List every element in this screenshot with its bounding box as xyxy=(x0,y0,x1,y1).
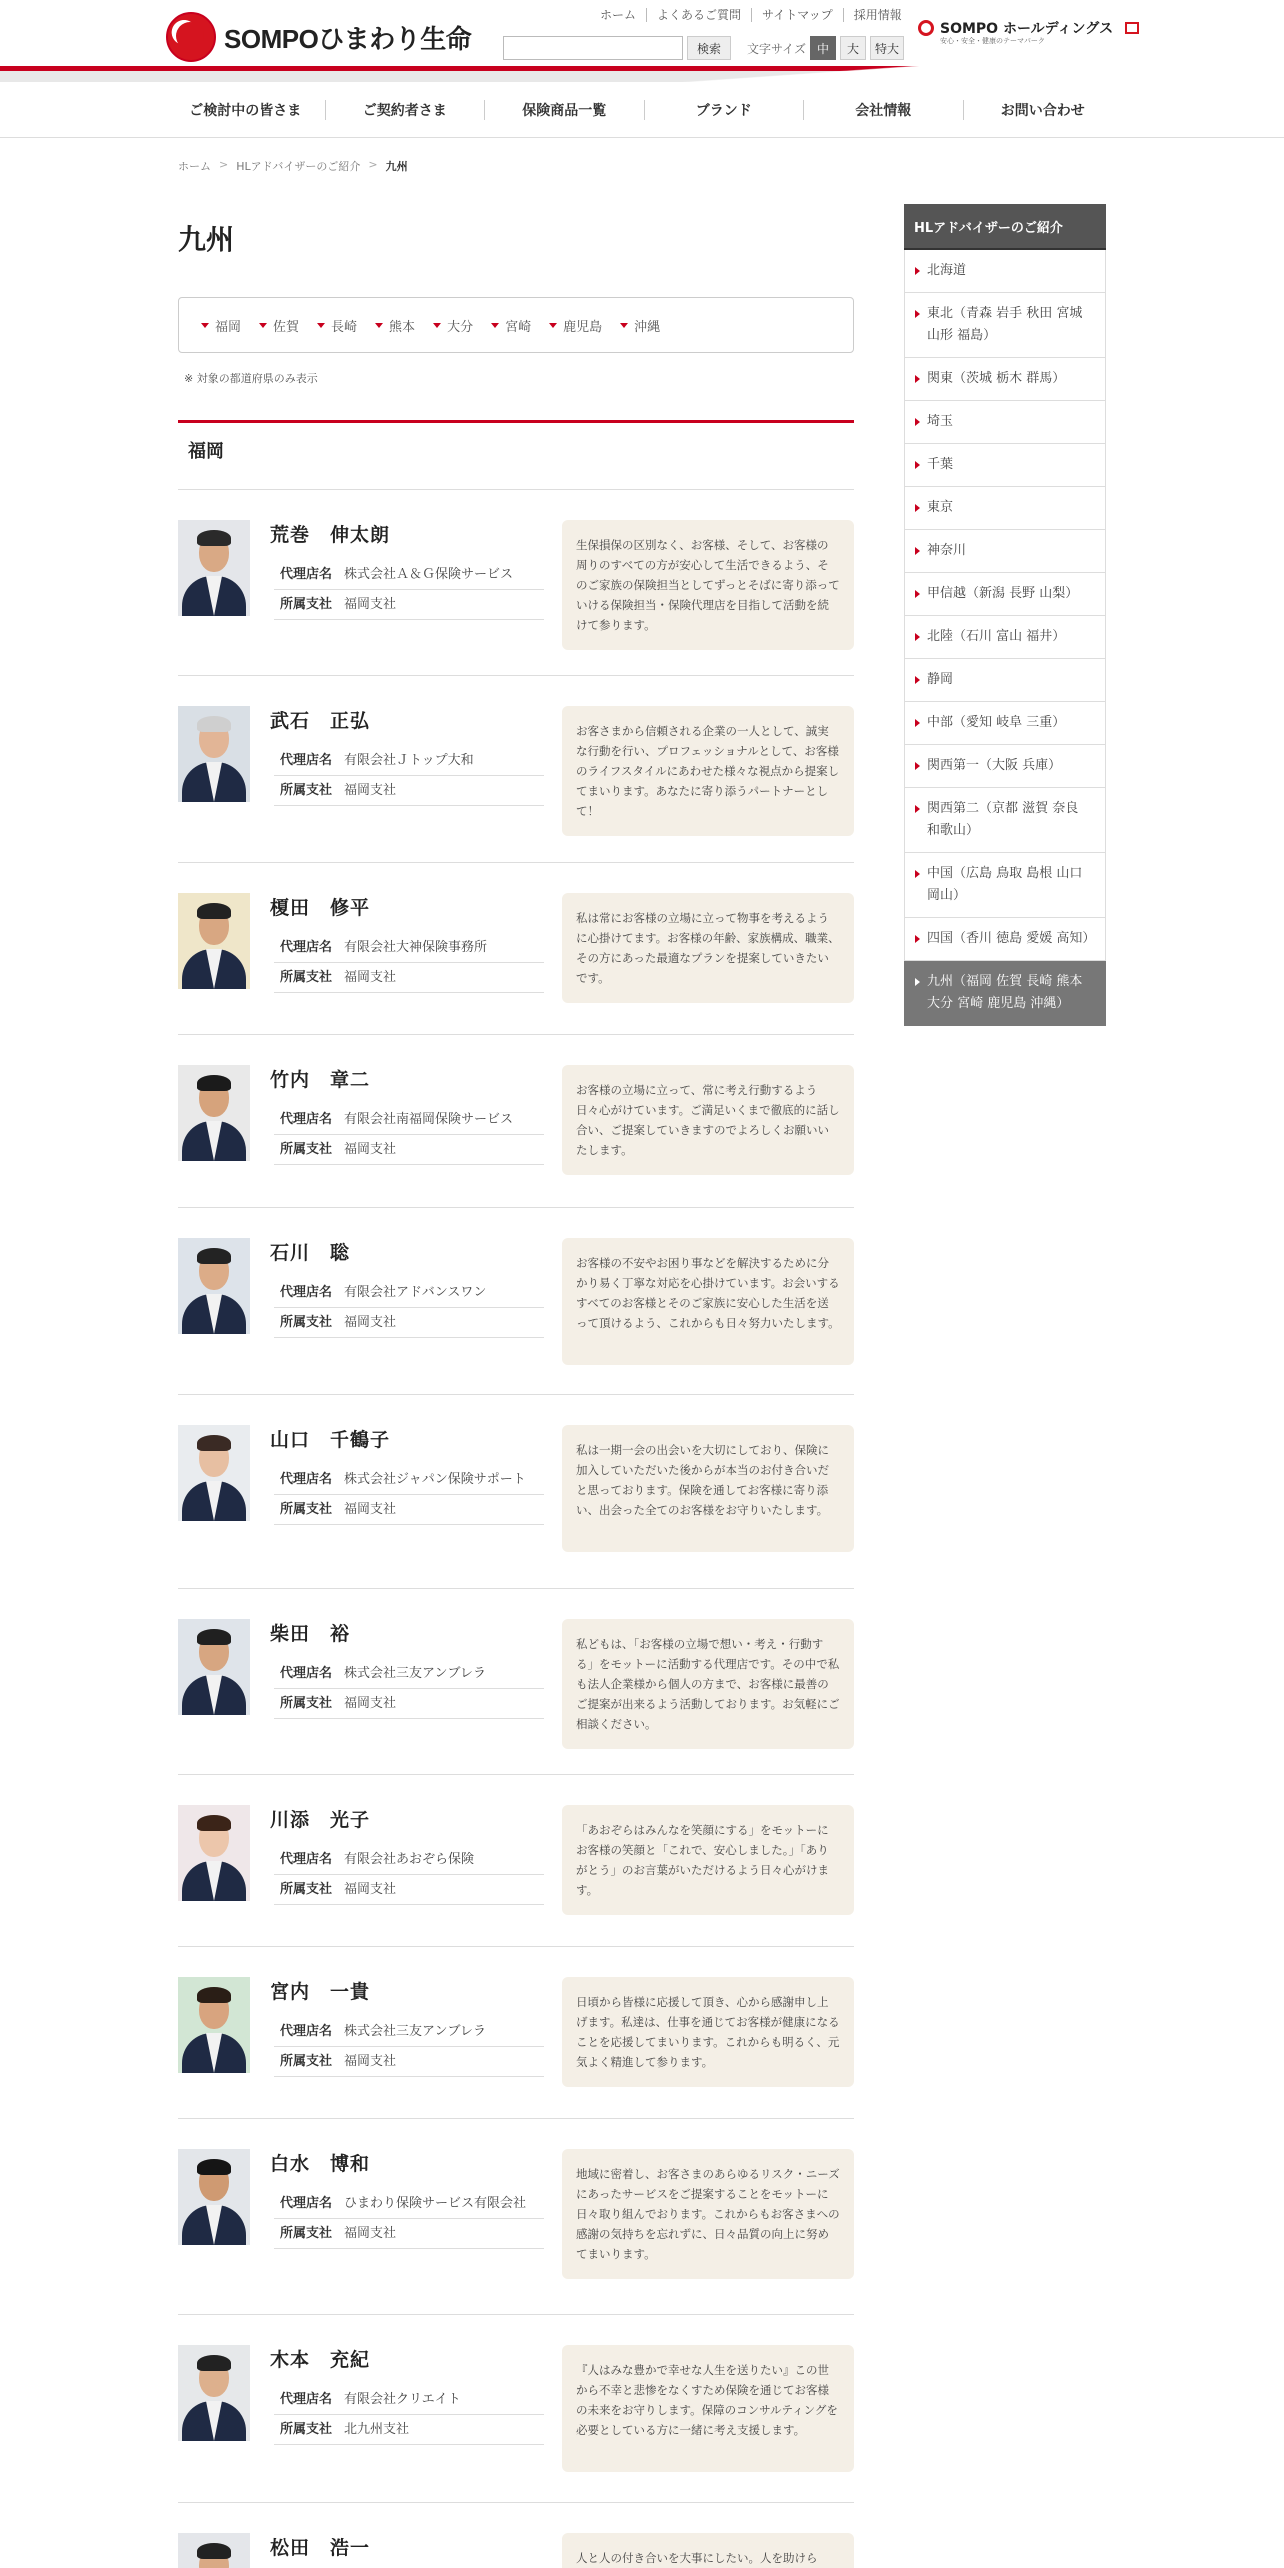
agent-photo xyxy=(178,1977,250,2073)
agency-label: 代理店名 xyxy=(280,567,333,582)
pref-link-saga[interactable]: 佐賀 xyxy=(259,316,299,335)
branch-label: 所属支社 xyxy=(280,1882,333,1897)
sidebar-region-item[interactable]: 九州（福岡 佐賀 長崎 熊本 大分 宮崎 鹿児島 沖縄） xyxy=(904,961,1106,1026)
branch-label: 所属支社 xyxy=(280,783,333,798)
sidebar-region-item[interactable]: 静岡 xyxy=(904,659,1106,702)
agency-value: 株式会社三友アンブレラ xyxy=(344,1666,486,1681)
agency-value: 株式会社三友アンブレラ xyxy=(344,2024,486,2039)
agent-name: 竹内 章二 xyxy=(270,1069,371,1091)
agent-photo xyxy=(178,2149,250,2245)
agency-label: 代理店名 xyxy=(280,2196,333,2211)
agency-row xyxy=(274,746,544,776)
agent-photo-hair xyxy=(197,2543,231,2559)
advisor-region-sidebar xyxy=(904,204,1106,1026)
pref-link-fukuoka[interactable]: 福岡 xyxy=(201,316,241,335)
agent-name: 山口 千鶴子 xyxy=(270,1429,391,1451)
triangle-down-icon xyxy=(491,323,499,328)
agent-name: 榎田 修平 xyxy=(270,897,371,919)
holdings-logo-icon xyxy=(918,20,934,36)
agent-info xyxy=(274,1278,544,1338)
agent-message: 私どもは、「お客様の立場で想い・考え・行動する」をモットーに活動する代理店です。その中で私も法人企業様から個人の方まで、お客様に最善のご提案が出来るよう活動しております。お気軽にご相談ください。 xyxy=(562,1619,854,1749)
agent-card xyxy=(178,490,854,676)
breadcrumb-current: 九州 xyxy=(385,160,408,173)
agent-photo xyxy=(178,2345,250,2441)
agency-label: 代理店名 xyxy=(280,1112,333,1127)
branch-label: 所属支社 xyxy=(280,2054,333,2069)
sidebar-region-item[interactable]: 北海道 xyxy=(904,250,1106,293)
branch-value: 福岡支社 xyxy=(344,597,397,612)
nav-company[interactable]: 会社情報 xyxy=(803,100,963,120)
agent-photo-hair xyxy=(197,1815,231,1831)
agency-label: 代理店名 xyxy=(280,1472,333,1487)
section-fukuoka xyxy=(178,420,854,490)
agency-row xyxy=(274,2385,544,2415)
external-window-icon xyxy=(1125,22,1139,34)
sompo-logo-icon xyxy=(166,12,216,62)
agent-name: 白水 博和 xyxy=(270,2153,371,2175)
agent-photo xyxy=(178,893,250,989)
holdings-link[interactable] xyxy=(918,18,1139,45)
branch-value: 福岡支社 xyxy=(344,1882,397,1897)
breadcrumb xyxy=(178,158,416,174)
font-size-large[interactable]: 大 xyxy=(840,36,866,60)
page-title: 九州 xyxy=(178,223,235,256)
agent-info xyxy=(274,1845,544,1905)
branch-label: 所属支社 xyxy=(280,1696,333,1711)
agent-info xyxy=(274,2189,544,2249)
agent-info xyxy=(274,933,544,993)
link-home[interactable]: ホーム xyxy=(600,8,637,22)
agent-name: 柴田 裕 xyxy=(270,1623,351,1645)
agent-photo xyxy=(178,1238,250,1334)
agent-card xyxy=(178,2119,854,2315)
agency-row xyxy=(274,2189,544,2219)
nav-brand[interactable]: ブランド xyxy=(644,100,804,120)
branch-label: 所属支社 xyxy=(280,1502,333,1517)
agency-label: 代理店名 xyxy=(280,940,333,955)
agent-message: 私は一期一会の出会いを大切にしており、保険に加入していただいた後からが本当のお付き合いだと思っております。保険を通してお客様に寄り添い、出会った全てのお客様をお守りいたします。 xyxy=(562,1425,854,1552)
sidebar-region-item[interactable]: 埼玉 xyxy=(904,401,1106,444)
sidebar-region-item[interactable]: 神奈川 xyxy=(904,530,1106,573)
global-nav xyxy=(0,82,1284,138)
agent-photo-hair xyxy=(197,1987,231,2003)
site-header xyxy=(0,0,1284,82)
agency-label: 代理店名 xyxy=(280,2392,333,2407)
nav-prospective[interactable]: ご検討中の皆さま xyxy=(189,103,302,119)
agency-value: 有限会社Ｊトップ大和 xyxy=(344,753,474,768)
agency-label: 代理店名 xyxy=(280,753,333,768)
agent-photo xyxy=(178,520,250,616)
agent-photo-hair xyxy=(197,1435,231,1451)
branch-row xyxy=(274,2415,544,2445)
link-faq[interactable]: よくあるご質問 xyxy=(646,8,751,22)
nav-products[interactable]: 保険商品一覧 xyxy=(484,100,644,120)
agent-message: 人と人の付き合いを大事にしたい。人を助けら xyxy=(562,2533,854,2568)
agent-message: 私は常にお客様の立場に立って物事を考えるように心掛けてます。お客様の年齢、家族構成、職業、その方にあった最適なプランを提案していきたいです。 xyxy=(562,893,854,1003)
agent-message: 地域に密着し、お客さまのあらゆるリスク・ニーズにあったサービスをご提案することをモットーに日々取り組んでおります。これからもお客さまへの感謝の気持ちを忘れずに、日々品質の向上に努めてまいります。 xyxy=(562,2149,854,2279)
agency-row xyxy=(274,1465,544,1495)
branch-row xyxy=(274,963,544,993)
agent-info xyxy=(274,1659,544,1719)
branch-label: 所属支社 xyxy=(280,1142,333,1157)
breadcrumb-advisors[interactable]: HLアドバイザーのご紹介 xyxy=(236,160,361,173)
branch-label: 所属支社 xyxy=(280,2422,333,2437)
agent-card xyxy=(178,1589,854,1775)
search-button[interactable]: 検索 xyxy=(687,36,731,60)
agency-value: 有限会社アドバンスワン xyxy=(344,1285,487,1300)
agent-message: お客様の不安やお困り事などを解決するために分かり易く丁寧な対応を心掛けています。お会いするすべてのお客様とそのご家族に安心した生活を送って頂けるよう、これからも日々努力いたします。 xyxy=(562,1238,854,1365)
site-logo[interactable] xyxy=(166,12,471,62)
header-decoration xyxy=(0,66,1284,82)
triangle-down-icon xyxy=(201,323,209,328)
pref-link-nagasaki[interactable]: 長崎 xyxy=(317,316,357,335)
agent-info xyxy=(274,1465,544,1525)
agent-message: 「あおぞらはみんなを笑顔にする」をモットーにお客様の笑顔と「これで、安心しました。」「ありがとう」のお言葉がいただけるよう日々心がけます。 xyxy=(562,1805,854,1915)
agency-value: 有限会社あおぞら保険 xyxy=(344,1852,475,1867)
agent-card xyxy=(178,1035,854,1208)
branch-row xyxy=(274,590,544,620)
agent-card xyxy=(178,1208,854,1395)
agency-row xyxy=(274,1278,544,1308)
agent-photo-hair xyxy=(197,903,231,919)
agent-info xyxy=(274,1105,544,1165)
agent-name: 川添 光子 xyxy=(270,1809,371,1831)
pref-link-okinawa[interactable]: 沖縄 xyxy=(620,316,660,335)
agency-value: 有限会社南福岡保険サービス xyxy=(344,1112,514,1127)
agent-name: 松田 浩一 xyxy=(270,2537,371,2559)
utility-links xyxy=(590,8,912,22)
branch-row xyxy=(274,2047,544,2077)
pref-link-kagoshima[interactable]: 鹿児島 xyxy=(549,316,602,335)
prefecture-anchor-links xyxy=(178,297,854,353)
agent-message: 『人はみな豊かで幸せな人生を送りたい』この世から不幸と悲惨をなくすため保険を通じてお客様の未来をお守りします。保障のコンサルティングを必要としている方に一緒に考え支援します。 xyxy=(562,2345,854,2472)
agent-name: 木本 充紀 xyxy=(270,2349,371,2371)
agency-label: 代理店名 xyxy=(280,1852,333,1867)
agency-value: ひまわり保険サービス有限会社 xyxy=(344,2196,527,2211)
triangle-down-icon xyxy=(620,323,628,328)
sidebar-region-item[interactable]: 中部（愛知 岐阜 三重） xyxy=(904,702,1106,745)
agent-info xyxy=(274,2017,544,2077)
sidebar-title: HLアドバイザーのご紹介 xyxy=(904,204,1106,250)
breadcrumb-separator: > xyxy=(219,158,229,171)
branch-value: 福岡支社 xyxy=(344,1142,397,1157)
agent-message: 日頃から皆様に応援して頂き、心から感謝申し上げます。私達は、仕事を通じてお客様が健康になることを応援してまいります。これからも明るく、元気よく精進して参ります。 xyxy=(562,1977,854,2087)
breadcrumb-separator: > xyxy=(368,158,378,171)
agent-photo xyxy=(178,2533,250,2568)
agent-info xyxy=(274,746,544,806)
logo-text: SOMPOひまわり生命 xyxy=(224,23,472,54)
branch-value: 北九州支社 xyxy=(344,2422,410,2437)
branch-row xyxy=(274,1875,544,1905)
agent-photo-hair xyxy=(197,530,231,546)
agent-photo xyxy=(178,1065,250,1161)
agency-label: 代理店名 xyxy=(280,2024,333,2039)
agency-row xyxy=(274,1845,544,1875)
branch-label: 所属支社 xyxy=(280,970,333,985)
pref-link-miyazaki[interactable]: 宮崎 xyxy=(491,316,531,335)
agent-photo-hair xyxy=(197,716,231,732)
agent-photo xyxy=(178,1805,250,1901)
sidebar-region-item[interactable]: 千葉 xyxy=(904,444,1106,487)
section-title: 福岡 xyxy=(188,441,224,462)
agency-label: 代理店名 xyxy=(280,1285,333,1300)
prefecture-note: ※ 対象の都道府県のみ表示 xyxy=(184,372,318,385)
agent-name: 武石 正弘 xyxy=(270,710,371,732)
triangle-down-icon xyxy=(259,323,267,328)
triangle-down-icon xyxy=(375,323,383,328)
agent-photo-hair xyxy=(197,1075,231,1091)
agent-card xyxy=(178,676,854,863)
branch-value: 福岡支社 xyxy=(344,970,397,985)
sidebar-region-item[interactable]: 関西第二（京都 滋賀 奈良 和歌山） xyxy=(904,788,1106,853)
branch-row xyxy=(274,1308,544,1338)
branch-label: 所属支社 xyxy=(280,597,333,612)
agency-row xyxy=(274,933,544,963)
branch-row xyxy=(274,776,544,806)
agent-photo xyxy=(178,1619,250,1715)
branch-value: 福岡支社 xyxy=(344,1696,397,1711)
branch-label: 所属支社 xyxy=(280,2226,333,2241)
agent-photo-hair xyxy=(197,2159,231,2175)
branch-row xyxy=(274,2219,544,2249)
triangle-down-icon xyxy=(317,323,325,328)
font-size-xlarge[interactable]: 特大 xyxy=(870,36,904,60)
branch-value: 福岡支社 xyxy=(344,1315,397,1330)
agent-card xyxy=(178,1947,854,2119)
agent-message: お客様の立場に立って、常に考え行動するよう日々心がけています。ご満足いくまで徹底的に話し合い、ご提案していきますのでよろしくお願いいたします。 xyxy=(562,1065,854,1175)
agency-value: 有限会社クリエイト xyxy=(344,2392,461,2407)
agent-card xyxy=(178,2503,854,2568)
branch-value: 福岡支社 xyxy=(344,783,397,798)
branch-row xyxy=(274,1495,544,1525)
agency-row xyxy=(274,2017,544,2047)
agent-photo-hair xyxy=(197,1629,231,1645)
agent-message: お客さまから信頼される企業の一人として、誠実な行動を行い、プロフェッショナルとして、お客様のライフスタイルにあわせた様々な視点から提案してまいります。あなたに寄り添うパートナーとして！ xyxy=(562,706,854,836)
branch-value: 福岡支社 xyxy=(344,2054,397,2069)
sidebar-region-item[interactable]: 東京 xyxy=(904,487,1106,530)
font-size-medium[interactable]: 中 xyxy=(810,36,836,60)
sidebar-region-item[interactable]: 東北（青森 岩手 秋田 宮城 山形 福島） xyxy=(904,293,1106,358)
agent-card xyxy=(178,1395,854,1589)
agent-card xyxy=(178,1775,854,1947)
nav-contact[interactable]: お問い合わせ xyxy=(963,100,1123,120)
search-input[interactable] xyxy=(503,36,683,60)
breadcrumb-home[interactable]: ホーム xyxy=(178,160,211,173)
triangle-down-icon xyxy=(549,323,557,328)
search-bar xyxy=(503,36,904,60)
agency-value: 株式会社ジャパン保険サポート xyxy=(344,1472,526,1487)
agent-photo-hair xyxy=(197,2355,231,2371)
sidebar-region-item[interactable]: 関東（茨城 栃木 群馬） xyxy=(904,358,1106,401)
agency-row xyxy=(274,1659,544,1689)
link-sitemap[interactable]: サイトマップ xyxy=(751,8,843,22)
agent-photo-hair xyxy=(197,1248,231,1264)
branch-row xyxy=(274,1135,544,1165)
agent-card xyxy=(178,863,854,1035)
agent-message: 生保損保の区別なく、お客様、そして、お客様の周りのすべての方が安心して生活できるよう、そのご家族の保険担当としてずっとそばに寄り添っていける保険担当・保険代理店を目指して活動を続けて参ります。 xyxy=(562,520,854,650)
branch-label: 所属支社 xyxy=(280,1315,333,1330)
branch-value: 福岡支社 xyxy=(344,1502,397,1517)
holdings-name: SOMPO ホールディングス xyxy=(940,21,1114,37)
sidebar-region-item[interactable]: 中国（広島 鳥取 島根 山口 岡山） xyxy=(904,853,1106,918)
triangle-down-icon xyxy=(433,323,441,328)
agent-card xyxy=(178,2315,854,2503)
agency-value: 有限会社大神保険事務所 xyxy=(344,940,488,955)
sidebar-region-item[interactable]: 関西第一（大阪 兵庫） xyxy=(904,745,1106,788)
agent-name: 宮内 一貴 xyxy=(270,1981,371,2003)
agency-label: 代理店名 xyxy=(280,1666,333,1681)
agent-photo xyxy=(178,706,250,802)
sidebar-region-item[interactable]: 北陸（石川 富山 福井） xyxy=(904,616,1106,659)
agency-row xyxy=(274,560,544,590)
agent-info xyxy=(274,560,544,620)
agent-info xyxy=(274,2385,544,2445)
font-size-label: 文字サイズ xyxy=(747,41,807,56)
link-recruit[interactable]: 採用情報 xyxy=(843,8,912,22)
agent-name: 荒巻 伸太朗 xyxy=(270,524,391,546)
nav-policyholders[interactable]: ご契約者さま xyxy=(325,100,485,120)
holdings-tagline: 安心・安全・健康のテーマパーク xyxy=(940,37,1045,45)
branch-row xyxy=(274,1689,544,1719)
agent-photo xyxy=(178,1425,250,1521)
pref-link-kumamoto[interactable]: 熊本 xyxy=(375,316,415,335)
agency-value: 株式会社Ａ＆Ｇ保険サービス xyxy=(344,567,514,582)
pref-link-oita[interactable]: 大分 xyxy=(433,316,473,335)
agent-name: 石川 聡 xyxy=(270,1242,351,1264)
sidebar-region-item[interactable]: 四国（香川 徳島 愛媛 高知） xyxy=(904,918,1106,961)
branch-value: 福岡支社 xyxy=(344,2226,397,2241)
sidebar-region-item[interactable]: 甲信越（新潟 長野 山梨） xyxy=(904,573,1106,616)
agency-row xyxy=(274,1105,544,1135)
